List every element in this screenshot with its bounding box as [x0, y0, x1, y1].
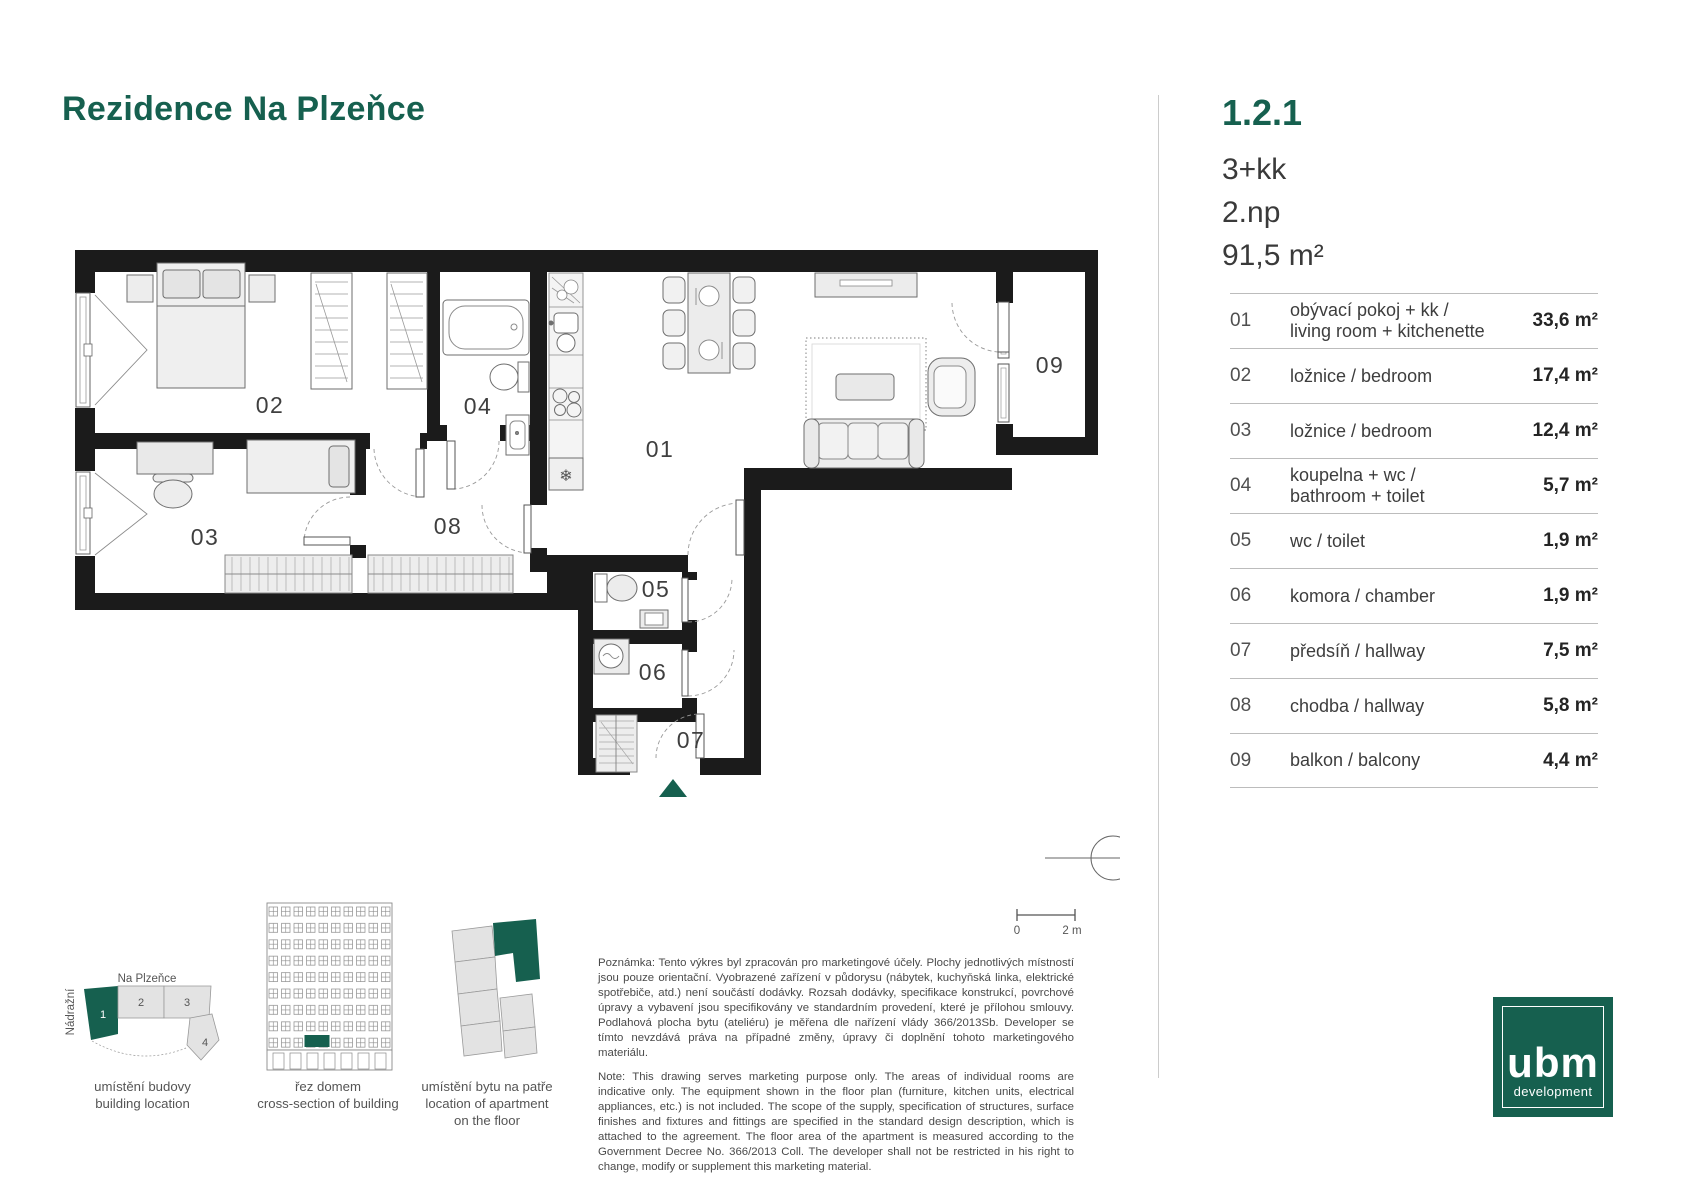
logo-wordmark: ubm: [1507, 1039, 1599, 1086]
room-label-01: 01: [645, 436, 675, 462]
unit-specs: [1222, 148, 1324, 277]
closet-hallway8: [368, 555, 513, 593]
room-number: 07: [1230, 640, 1252, 661]
block-number-2: 2: [137, 997, 145, 1009]
room-area: 5,8 m²: [1543, 695, 1598, 716]
street-label-top: Na Plzeňce: [117, 973, 177, 985]
room-label-09: 09: [1035, 352, 1065, 378]
room-name: předsíň / hallway: [1290, 640, 1426, 661]
logo-frame: [1502, 1006, 1604, 1108]
table-row: [1230, 293, 1598, 348]
room-number: 05: [1230, 530, 1252, 551]
fridge-snowflake-icon: ❄: [559, 468, 573, 485]
block-number-3: 3: [183, 997, 191, 1009]
table-row: [1230, 348, 1598, 403]
room-number: 01: [1230, 310, 1252, 331]
block-number-4: 4: [201, 1037, 209, 1049]
tv-stand: [815, 273, 917, 297]
caption-cross-section: řez domem cross-section of building: [257, 1079, 399, 1111]
washing-machine: [594, 639, 629, 674]
dining-set: [663, 273, 755, 373]
caption-building-location: umístění budovy building location: [94, 1079, 191, 1111]
room-area: 5,7 m²: [1543, 475, 1598, 496]
bed-single: [247, 440, 355, 493]
room-name: balkon / balcony: [1290, 750, 1421, 770]
room-label-07: 07: [676, 727, 706, 753]
unit-layout: 3+kk: [1222, 153, 1287, 186]
bed-double: [127, 263, 275, 388]
compass-icon: [1045, 836, 1120, 880]
unit-area: 91,5 m²: [1222, 239, 1324, 272]
building-location-diagram: [50, 960, 235, 1075]
facade-grid: [267, 903, 392, 1050]
room-area: 7,5 m²: [1543, 640, 1598, 661]
room-label-08: 08: [433, 513, 463, 539]
highlighted-floor-unit: [305, 1035, 330, 1047]
desk-and-chair: [137, 442, 213, 508]
closet-hallway7: [596, 715, 637, 772]
room-area: 12,4 m²: [1532, 420, 1598, 441]
room-table: [1230, 293, 1598, 788]
room-name: obývací pokoj + kk / living room + kitchenette: [1290, 300, 1485, 341]
room-label-04: 04: [463, 393, 493, 419]
room-area: 1,9 m²: [1543, 530, 1598, 551]
closet-bedroom3: [225, 555, 352, 593]
legal-notes: [598, 956, 1074, 1184]
room-name: koupelna + wc / bathroom + toilet: [1290, 465, 1425, 506]
caption-floor-position: umístění bytu na patře location of apartment on the floor: [421, 1079, 553, 1128]
room-area: 1,9 m²: [1543, 585, 1598, 606]
room-label-06: 06: [638, 659, 668, 685]
window-left-bedroom3: [76, 472, 147, 555]
room-number: 06: [1230, 585, 1252, 606]
room-label-03: 03: [190, 524, 220, 550]
ground-floor-windows: [273, 1053, 386, 1069]
scale-bar: [1014, 909, 1082, 937]
wardrobes-bedroom2: [311, 273, 427, 389]
highlighted-unit: [493, 919, 540, 982]
toilet-bathroom: [490, 362, 529, 392]
table-row: [1230, 513, 1598, 568]
block-number-1: 1: [99, 1009, 107, 1021]
bathtub: [443, 300, 529, 355]
room-name: ložnice / bedroom: [1290, 420, 1433, 441]
window-left-bedroom2: [76, 293, 147, 407]
armchair: [928, 358, 975, 416]
table-row: [1230, 568, 1598, 623]
page-title: Rezidence Na Plzeňce: [62, 90, 426, 128]
site-boundary: [92, 1041, 186, 1056]
room-name: komora / chamber: [1290, 585, 1436, 606]
cross-section-diagram: [260, 900, 400, 1075]
kitchen-unit: [549, 273, 584, 490]
table-row: [1230, 403, 1598, 458]
unit-code: 1.2.1: [1222, 92, 1303, 133]
room-label-02: 02: [255, 392, 285, 418]
table-row: [1230, 623, 1598, 678]
table-row: [1230, 733, 1598, 788]
floor-plan: [60, 230, 1120, 940]
note-czech: Poznámka: Tento výkres byl zpracován pro marketingové účely. Plochy jednotlivých místností jsou pouze orientační. Vyobrazené zařízení v půdorysu (nábytek, kuchyňská linka, elektrické spotřebiče, atd.) není součástí dodávky. Rozsah dodávky, specifikace konstrukcí, povrchové úpravy a vybavení jsou specifikovány ve standardním provedení, které je přílohou smlouvy. Podlahová plocha bytu (ateliéru) je měřena dle nařízení vlády 366/2013Sb. Developer se tímto nevzdává práva na případné změny, úpravy či doplnění tohoto marketingového materiálu.: [598, 957, 1074, 1059]
room-number: 04: [1230, 475, 1252, 496]
note-english: Note: This drawing serves marketing purpose only. The areas of individual rooms are indicative only. The equipment shown in the floor plan (furniture, kitchen units, electrical appliances, etc.) is not included. The scope of the supply, specification of structures, surface finishes and fixtures and fittings are specified in the standard design description, which is attached to the agreement. The floor area of the apartment is measured according to the Government Decree No. 366/2013 Coll. The developer shall not be restricted in his right to change, modify or supplement this marketing material.: [598, 1071, 1074, 1173]
ubm-logo: [1493, 997, 1613, 1117]
street-label-left: Nádražní: [65, 988, 77, 1036]
room-number: 02: [1230, 365, 1252, 386]
room-number: 03: [1230, 420, 1252, 441]
room-name: ložnice / bedroom: [1290, 365, 1433, 386]
scale-zero-label: 0: [1013, 925, 1021, 937]
room-name: wc / toilet: [1290, 530, 1366, 551]
sofa: [804, 419, 924, 468]
room-area: 4,4 m²: [1543, 749, 1598, 771]
table-row: [1230, 678, 1598, 733]
room-area: 17,4 m²: [1532, 365, 1598, 386]
vertical-divider: [1158, 95, 1159, 1078]
room-label-05: 05: [641, 576, 671, 602]
room-number: 09: [1230, 749, 1252, 771]
sink-bathroom: [506, 415, 529, 455]
table-row: [1230, 458, 1598, 513]
coffee-table: [836, 374, 894, 400]
floor-position-diagram: [438, 903, 558, 1075]
room-area: 33,6 m²: [1532, 310, 1598, 331]
room-number: 08: [1230, 695, 1252, 716]
room-name: chodba / hallway: [1290, 695, 1425, 716]
entrance-marker-icon: [659, 779, 687, 797]
unit-floor: 2.np: [1222, 196, 1281, 229]
logo-tagline: development: [1513, 1084, 1593, 1099]
scale-max-label: 2 m: [1062, 925, 1082, 937]
